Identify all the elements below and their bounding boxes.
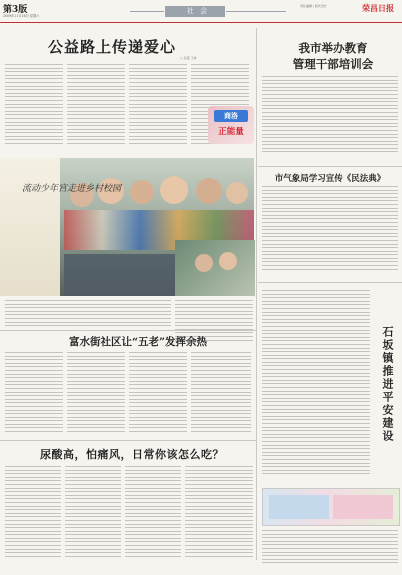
training-text	[262, 76, 398, 156]
community-text-col1	[5, 352, 63, 436]
uric-headline: 尿酸高，怕痛风，日常你该怎么吃？	[40, 448, 224, 461]
advert-image-left	[269, 495, 329, 519]
section-rule-left	[130, 11, 164, 12]
paper-logo: 荣昌日报	[362, 3, 394, 13]
header-rule	[0, 22, 402, 23]
training-headline-line2: 管理干部培训会	[292, 57, 374, 71]
charity-text-col2	[67, 64, 125, 150]
positive-energy-badge	[208, 106, 254, 144]
badge-bottom-label: 正能量	[218, 127, 244, 137]
section-title: 社 会	[186, 7, 210, 15]
section-rule-right	[226, 11, 286, 12]
shibanzhen-headline: 石坂镇推进平安建设	[381, 326, 394, 443]
edition-label: 第3版	[3, 5, 28, 15]
child-face-small-2	[219, 252, 237, 270]
bottom-right-text	[262, 530, 398, 566]
weather-headline: 市气象局学习宣传《民法典》	[274, 174, 386, 184]
uric-text-col4	[185, 466, 253, 562]
campus-photo-small	[175, 240, 255, 296]
uric-text-col3	[125, 466, 181, 562]
community-text-col4	[191, 352, 251, 436]
training-headline-line1: 我市举办教育	[298, 41, 368, 55]
column-divider	[256, 28, 257, 560]
uric-text-col1	[5, 466, 61, 562]
training-headline	[268, 40, 398, 72]
advert-image-right	[333, 495, 393, 519]
charity-byline: □ 张震 王林	[180, 56, 197, 60]
child-face-small-1	[195, 254, 213, 272]
editor-info: 责任编辑 | 版式设计	[300, 4, 327, 8]
charity-text-col1	[5, 64, 63, 150]
campus-article-text	[5, 300, 171, 328]
page-header	[0, 0, 402, 24]
community-text-col2	[67, 352, 125, 436]
community-text-col3	[129, 352, 187, 436]
community-headline: 富水街社区让“五老”发挥余热	[68, 336, 208, 348]
charity-headline: 公益路上传递爱心	[48, 38, 177, 56]
child-face-6	[226, 182, 248, 204]
campus-caption: 流动少年宫走进乡村校园	[22, 184, 122, 194]
photo-caption-panel	[0, 158, 60, 296]
child-face-5	[196, 178, 222, 204]
issue-date: 2009年11月28日 星期六	[3, 14, 40, 18]
shibanzhen-text	[262, 290, 370, 480]
uric-text-col2	[65, 466, 121, 562]
weather-text	[262, 186, 398, 274]
advert-banner	[262, 488, 400, 526]
child-face-4	[160, 176, 188, 204]
badge-top-label: 商洛	[214, 110, 248, 122]
charity-text-col3	[129, 64, 187, 150]
